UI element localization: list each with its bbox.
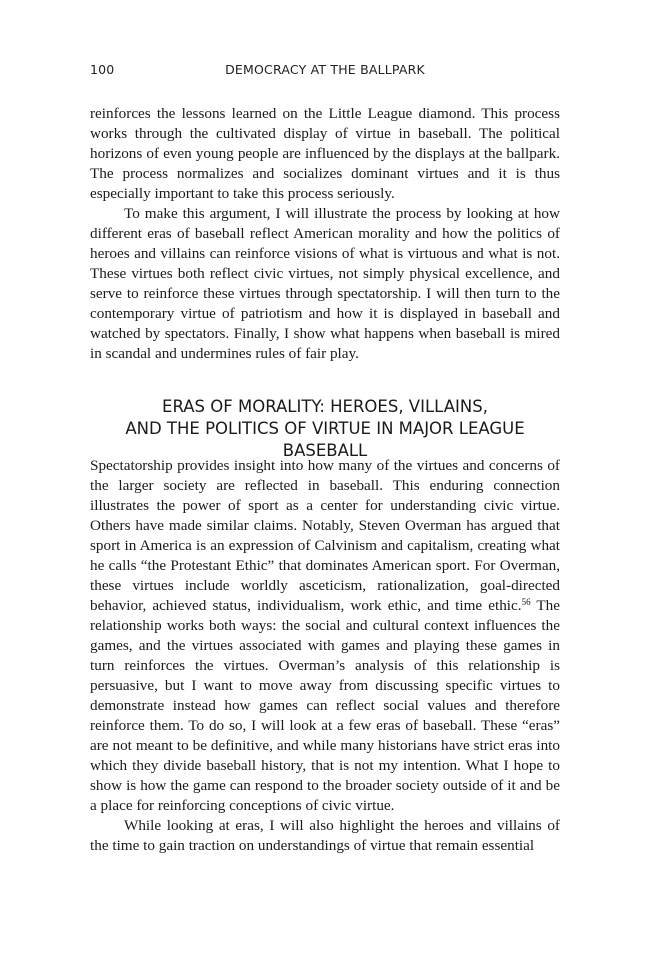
section-text	[90, 456, 560, 856]
footnote-reference[interactable]: 56	[521, 597, 531, 607]
paragraph: To make this argument, I will illustrate the process by looking at how different eras of baseball reflect American morality and how the politics of heroes and villains can reinforce visions of what is virtuous and what is not. These virtues both reflect civic virtues, not simply physical excellence, and serve to reinforce these virtues through spectatorship. I will then turn to the contemporary virtue of patriotism and how it is displayed in baseball and watched by spectators. Finally, I show what happens when baseball is mired in scandal and undermines rules of fair play.	[90, 205, 560, 362]
intro-text	[90, 104, 560, 364]
paragraph	[90, 456, 560, 816]
running-head: DEMOCRACY AT THE BALLPARK	[225, 62, 425, 77]
paragraph: While looking at eras, I will also highlight the heroes and villains of the time to gain traction on understandings of virtue that remain essential	[90, 817, 560, 854]
section-heading-line: ERAS OF MORALITY: HEROES, VILLAINS,	[162, 397, 488, 416]
section-heading	[90, 396, 560, 462]
page-number: 100	[90, 62, 115, 77]
section-heading-line: AND THE POLITICS OF VIRTUE IN MAJOR LEAGUE BASEBALL	[125, 419, 525, 460]
paragraph-text: Spectatorship provides insight into how many of the virtues and concerns of the larger society are reflected in baseball. This enduring connection illustrates the power of sport as a center for understanding civic virtue. Others have made similar claims. Notably, Steven Overman has argued that sport in America is an expression of Calvinism and capitalism, creating what he calls “the Protestant Ethic” that dominates American sport. For Overman, these virtues include worldly asceticism, rationalization, goal-directed behavior, achieved status, individualism, work ethic, and time ethic.	[90, 457, 560, 614]
page-header	[90, 62, 560, 84]
paragraph: reinforces the lessons learned on the Little League diamond. This process works through the cultivated display of virtue in baseball. The political horizons of even young people are influenced by the displays at the ballpark. The process normalizes and socializes dominant virtues and it is thus especially important to take this process seriously.	[90, 105, 560, 202]
paragraph-text: The relationship works both ways: the social and cultural context influences the games, and the virtues associated with games and playing these games in turn reinforces the virtues. Overman’s analysis of this relationship is persuasive, but I want to move away from discussing specific virtues to demonstrate instead how games can reflect social values and therefore reinforce them. To do so, I will look at a few eras of baseball. These “eras” are not meant to be definitive, and while many historians have strict eras into which they divide baseball history, that is not my intention. What I hope to show is how the game can respond to the broader society outside of it and be a place for reinforcing conceptions of civic virtue.	[90, 597, 560, 814]
